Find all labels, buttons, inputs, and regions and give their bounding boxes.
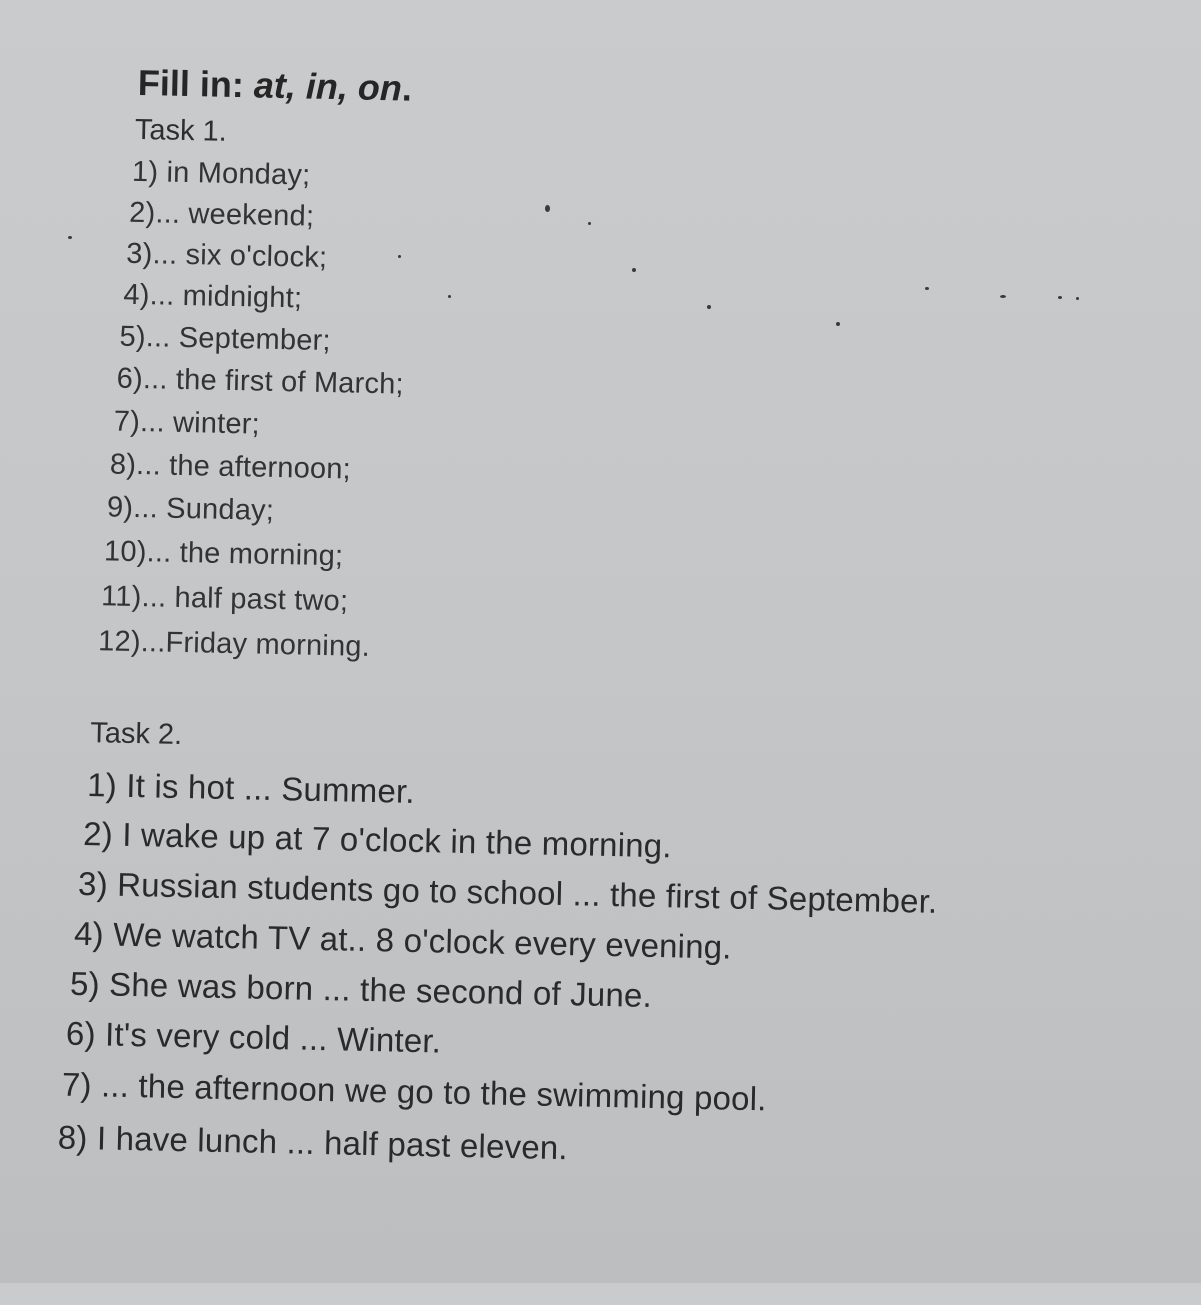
task2-item-7: 7) ... the afternoon we go to the swimming pool. (61, 1065, 768, 1118)
paper-speck (632, 268, 636, 272)
task1-item-4: 4)... midnight; (123, 278, 303, 315)
task2-item-5: 5) She was born ... the second of June. (69, 964, 653, 1014)
paper-speck (588, 222, 591, 225)
task1-item-11: 11)... half past two; (100, 580, 349, 618)
title-suffix: . (401, 67, 413, 109)
task1-item-6: 6)... the first of March; (116, 362, 405, 401)
title-prefix: Fill in: (137, 61, 255, 106)
task1-item-2: 2)... weekend; (128, 196, 315, 233)
title-options: at, in, on (253, 64, 403, 109)
paper-speck (545, 205, 550, 212)
task1-item-12: 12)...Friday morning. (97, 625, 371, 663)
task1-label: Task 1. (134, 113, 228, 148)
task2-item-6: 6) It's very cold ... Winter. (65, 1014, 442, 1060)
paper-speck (448, 295, 451, 298)
paper-speck (1058, 296, 1062, 299)
task2-item-8: 8) I have lunch ... half past eleven. (57, 1118, 569, 1167)
paper-speck (707, 305, 711, 309)
task2-label: Task 2. (89, 717, 183, 752)
task2-item-2: 2) I wake up at 7 o'clock in the morning. (82, 814, 673, 865)
paper-speck (1076, 297, 1079, 300)
task1-item-7: 7)... winter; (113, 405, 261, 441)
task1-item-9: 9)... Sunday; (106, 491, 275, 527)
paper-speck (398, 255, 401, 258)
page-title (137, 62, 412, 110)
paper-speck (925, 287, 929, 290)
paper-speck (68, 236, 72, 239)
task2-item-1: 1) It is hot ... Summer. (86, 766, 416, 810)
task1-item-1: 1) in Monday; (131, 155, 311, 192)
task1-item-10: 10)... the morning; (103, 535, 344, 573)
task2-item-4: 4) We watch TV at.. 8 o'clock every evening. (73, 914, 733, 966)
task1-item-3: 3)... six o'clock; (126, 237, 328, 274)
paper-speck (836, 322, 840, 326)
task1-item-8: 8)... the afternoon; (109, 448, 352, 486)
task2-item-3: 3) Russian students go to school ... the first of September. (77, 864, 938, 920)
task1-item-5: 5)... September; (119, 320, 332, 358)
paper-speck (1000, 295, 1006, 298)
